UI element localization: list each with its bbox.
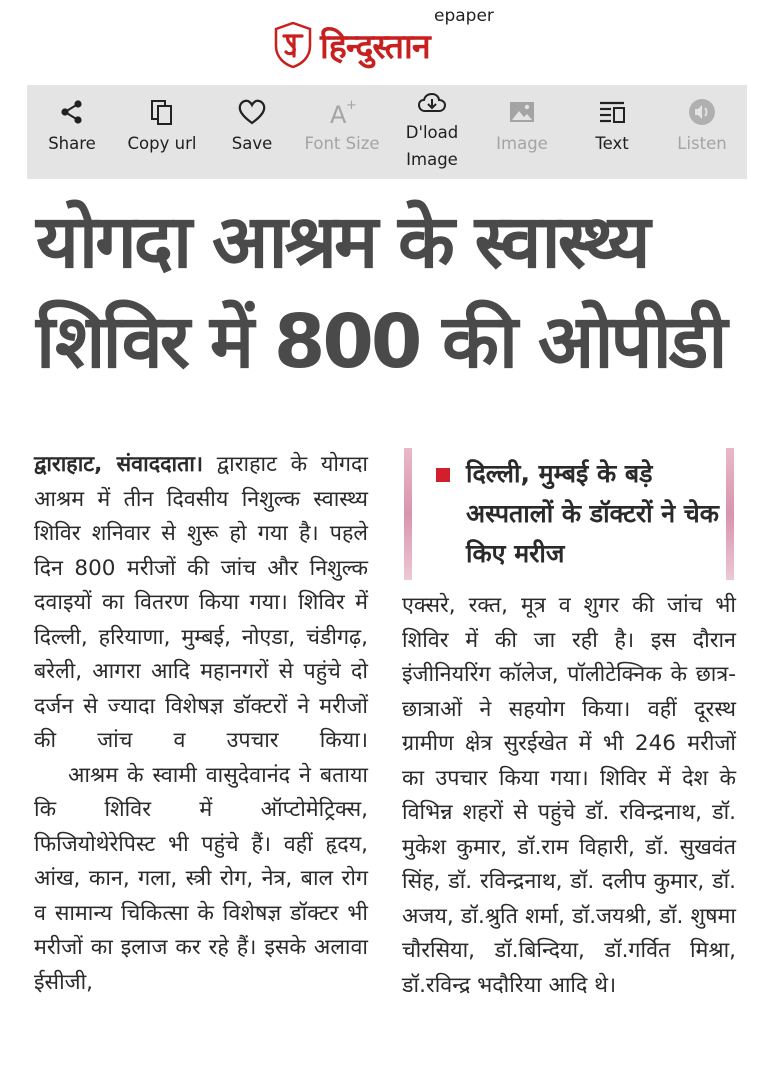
copy-icon <box>147 97 177 127</box>
download-label-line1: D'load <box>405 123 459 142</box>
highlight-text: दिल्ली, मुम्बई के बड़े अस्पतालों के डॉक्टरों ने चेक किए मरीज <box>466 459 719 568</box>
paragraph-2: आश्रम के स्वामी वासुदेवानंद ने बताया कि शिविर में ऑप्टोमेट्रिक्स, फिजियोथेरेपिस्ट भी पहुंचे हैं। वहीं हृदय, आंख, कान, गला, स्त्री रोग, नेत्र, बाल रोग व सामान्य चिकित्सा के विशेषज्ञ डॉक्टर भी मरीजों का इलाज कर रहे हैं। इसके अलावा ईसीजी, <box>34 762 368 995</box>
listen-button[interactable] <box>658 85 746 157</box>
image-label: Image <box>496 134 548 153</box>
highlight-bar-left <box>404 448 412 580</box>
download-label-line2: Image <box>406 150 458 169</box>
font-size-icon <box>327 97 357 127</box>
headline-line-2: शिविर में 800 की ओपीडी <box>36 299 725 385</box>
save-button[interactable] <box>208 85 296 157</box>
heart-icon <box>237 97 267 127</box>
article-headline <box>36 192 748 392</box>
headline-line-1: योगदा आश्रम के स्वास्थ्य <box>36 199 648 285</box>
logo-wordmark: हिन्दुस्तान <box>320 27 430 67</box>
copy-url-button[interactable] <box>118 85 206 157</box>
red-square-bullet-icon <box>436 468 450 482</box>
save-label: Save <box>231 134 273 153</box>
share-label: Share <box>48 134 96 153</box>
share-icon <box>57 97 87 127</box>
shield-logo-icon <box>274 22 312 68</box>
listen-label: Listen <box>677 134 727 153</box>
font-size-label: Font Size <box>304 134 380 153</box>
speaker-icon <box>687 97 717 127</box>
paragraph-1 <box>34 448 368 759</box>
paragraph-3: एक्सरे, रक्त, मूत्र व शुगर की जांच भी शिविर में की जा रही है। इस दौरान इंजीनियरिंग कॉलेज, पॉलीटेक्निक के छात्र-छात्राओं ने सहयोग किया। वहीं दूरस्थ ग्रामीण क्षेत्र सुरईखेत में भी 246 मरीजों का उपचार किया गया। शिविर में देश के विभिन्न शहरों से पहुंचे डॉ. रविन्द्रनाथ, डॉ. मुकेश कुमार, डॉ.राम विहारी, डॉ. सुखवंत सिंह, डॉ. रविन्द्रनाथ, डॉ. दलीप कुमार, डॉ. अजय, डॉ.श्रुति शर्मा, डॉ.जयश्री, डॉ. शुषमा चौरसिया, डॉ.बिन्दिया, डॉ.गर्वित मिश्रा, डॉ.रविन्द्र भदौरिया आदि थे। <box>402 593 736 998</box>
text-button[interactable] <box>568 85 656 157</box>
font-size-button[interactable] <box>298 85 386 157</box>
hindustan-epaper-logo[interactable] <box>274 8 504 76</box>
image-icon <box>507 97 537 127</box>
article-left-column <box>34 448 368 1000</box>
epaper-label: epaper <box>434 6 494 26</box>
image-button[interactable] <box>478 85 566 157</box>
text-label: Text <box>595 134 629 153</box>
copy-url-label: Copy url <box>127 134 197 153</box>
article-toolbar <box>27 85 747 179</box>
article-right-column <box>402 589 736 1003</box>
cloud-download-icon <box>417 89 447 119</box>
share-button[interactable] <box>28 85 116 157</box>
download-image-button[interactable] <box>388 85 476 173</box>
dateline: द्वाराहाट, संवाददाता। <box>34 452 204 477</box>
svg-text:+: + <box>346 98 357 113</box>
paragraph-1-text: द्वाराहाट के योगदा आश्रम में तीन दिवसीय निशुल्क स्वास्थ्य शिविर शनिवार से शुरू हो गया है। पहले दिन 800 मरीजों की जांच और निशुल्क दवाइयों का वितरण किया गया। शिविर में दिल्ली, हरियाणा, मुम्बई, नोएडा, चंडीगढ़, बरेली, आगरा आदि महानगरों से पहुंचे दो दर्जन से ज्यादा विशेषज्ञ डॉक्टरों ने मरीजों की जांच व उपचार किया। <box>34 452 368 753</box>
highlight-box <box>404 448 734 580</box>
svg-text:A: A <box>330 101 347 127</box>
text-icon <box>597 97 627 127</box>
